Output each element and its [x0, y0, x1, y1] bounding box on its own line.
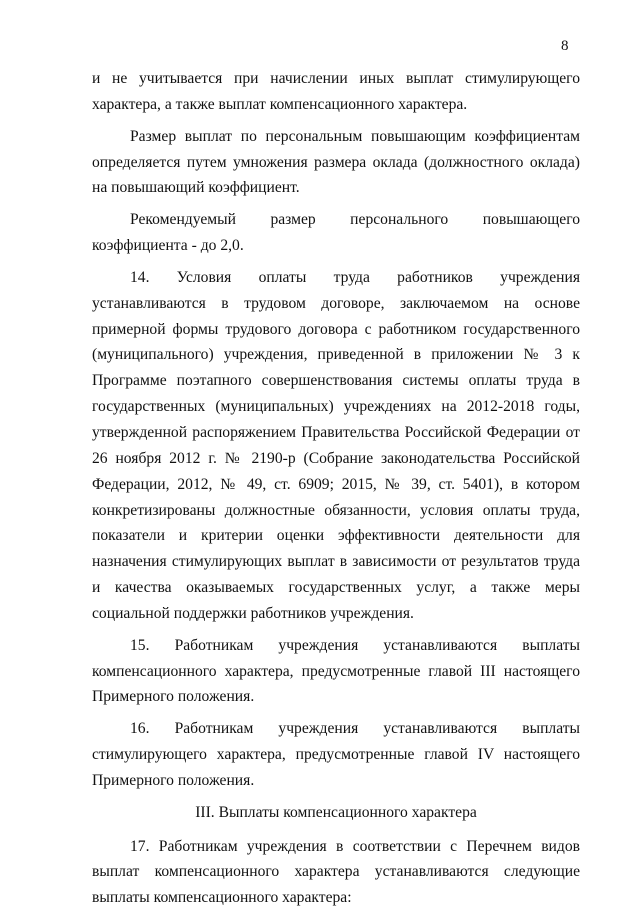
paragraph-15: 15. Работникам учреждения устанавливаются выплаты компенсационного характера, предусмотренные главой III настоящего Примерного положения.	[92, 636, 580, 706]
paragraph-16: 16. Работникам учреждения устанавливаются выплаты стимулирующего характера, предусмотренные главой IV настоящего Примерного положения.	[92, 720, 580, 789]
paragraph-continuation: и не учитывается при начислении иных выплат стимулирующего характера, а также выплат компенсационного характера.	[92, 70, 580, 113]
document-body	[92, 66, 580, 911]
paragraph-17: 17. Работникам учреждения в соответствии с Перечнем видов выплат компенсационного характера устанавливаются следующие выплаты компенсационного характера:	[92, 837, 580, 907]
paragraph-14: 14. Условия оплаты труда работников учреждения устанавливаются в трудовом договоре, заключаемом на основе примерной формы трудового договора с работником государственного (муниципального) учреждения, приведенной в приложении № 3 к Программе поэтапного совершенствования системы оплаты труда в государственных (муниципальных) учреждениях на 2012-2018 годы, утвержденной распоряжением Правительства Российской Федерации от 26 ноября 2012 г. № 2190-р (Собрание законодательства Российской Федерации, 2012, № 49, ст. 6909; 2015, № 39, ст. 5401), в котором конкретизированы должностные обязанности, условия оплаты труда, показатели и критерии оценки эффективности деятельности для назначения стимулирующих выплат в зависимости от результатов труда и качества оказываемых государственных услуг, а также меры социальной поддержки работников учреждения.	[92, 268, 580, 622]
paragraph-recommended-size: Рекомендуемый размер персонального повышающего коэффициента - до 2,0.	[92, 211, 580, 255]
section-heading: III. Выплаты компенсационного характера	[195, 803, 477, 821]
page-number: 8	[561, 38, 569, 54]
paragraph-coefficient-size: Размер выплат по персональным повышающим коэффициентам определяется путем умножения размера оклада (должностного оклада) на повышающий коэффициент.	[92, 127, 580, 197]
